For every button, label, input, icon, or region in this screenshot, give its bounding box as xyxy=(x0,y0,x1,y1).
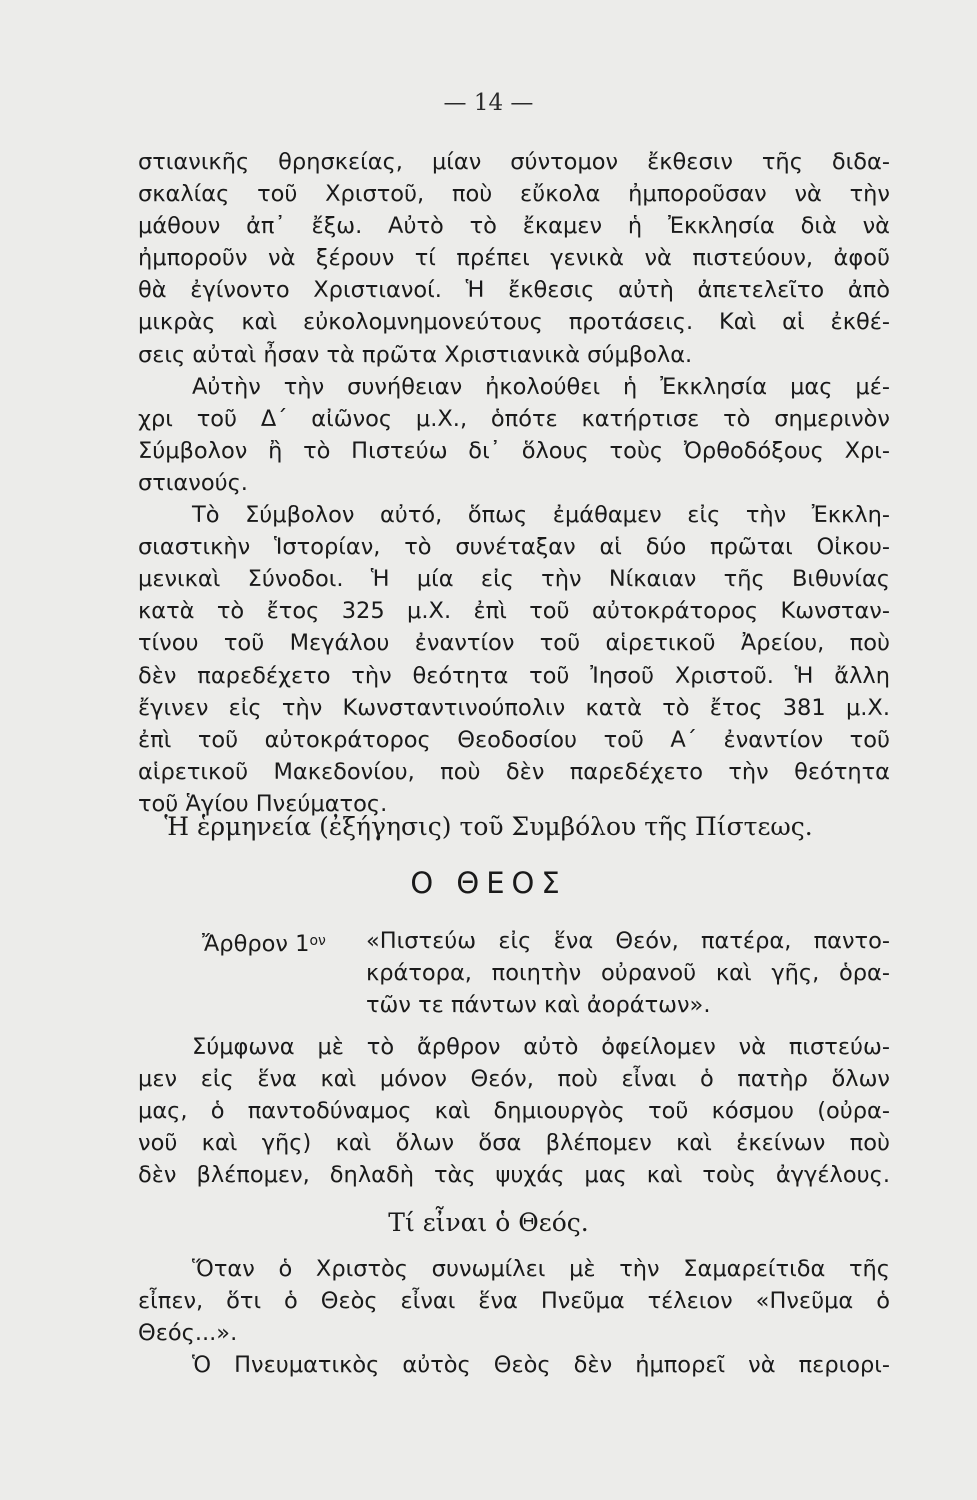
paragraph-explanation xyxy=(138,1031,890,1191)
section-heading: Ἡ ἑρμηνεία (ἐξήγησις) τοῦ Συμβόλου τῆς Πίστεως. xyxy=(164,812,813,841)
text-line: θὰ ἐγίνοντο Χριστιανοί. Ἡ ἔκθεσις αὐτὴ ἀπετελεῖτο ἀπὸ xyxy=(138,277,890,304)
article-label-text: Ἄρθρον 1 xyxy=(202,931,310,957)
article-quote xyxy=(366,925,890,1021)
text-line: τοῦ Ἁγίου Πνεύματος. xyxy=(138,790,388,817)
text-line: στιανικῆς θρησκείας, μίαν σύντομον ἔκθεσιν τῆς διδα- xyxy=(138,149,890,175)
text-line: δὲν βλέπομεν, δηλαδὴ τὰς ψυχάς μας καὶ τοὺς ἀγγέλους. xyxy=(138,1162,890,1189)
text-line: Σύμβολον ἢ τὸ Πιστεύω δι᾿ ὅλους τοὺς Ὀρθοδόξους Χρι- xyxy=(138,437,890,464)
article-label-suffix: ον xyxy=(309,933,326,949)
subheading: Τί εἶναι ὁ Θεός. xyxy=(388,1208,589,1237)
text-line: κατὰ τὸ ἔτος 325 μ.Χ. ἐπὶ τοῦ αὐτοκράτορος Κωνσταν- xyxy=(138,598,890,625)
text-line: μενικαὶ Σύνοδοι. Ἡ μία εἰς τὴν Νίκαιαν τῆς Βιθυνίας xyxy=(138,566,890,593)
text-line: τῶν τε πάντων καὶ ἀοράτων». xyxy=(366,992,711,1019)
text-line: σιαστικὴν Ἱστορίαν, τὸ συνέταξαν αἱ δύο πρῶται Οἰκου- xyxy=(138,534,890,561)
text-line: μας, ὁ παντοδύναμος καὶ δημιουργὸς τοῦ κόσμου (οὐρα- xyxy=(138,1098,890,1125)
text-line: αἱρετικοῦ Μακεδονίου, ποὺ δὲν παρεδέχετο τὴν θεότητα xyxy=(138,758,890,785)
text-line: σεις αὐταὶ ἦσαν τὰ πρῶτα Χριστιανικὰ σύμβολα. xyxy=(138,341,693,368)
text-line: ἐπὶ τοῦ αὐτοκράτορος Θεοδοσίου τοῦ Α΄ ἐναντίον τοῦ xyxy=(138,726,890,753)
page-number: — 14 — xyxy=(443,90,534,116)
text-line: τίνου τοῦ Μεγάλου ἐναντίον τοῦ αἱρετικοῦ Ἀρείου, ποὺ xyxy=(138,630,890,657)
text-line: Αὐτὴν τὴν συνήθειαν ἠκολούθει ἡ Ἐκκλησία μας μέ- xyxy=(192,373,890,400)
text-line: Ὅταν ὁ Χριστὸς συνωμίλει μὲ τὴν Σαμαρείτιδα τῆς xyxy=(192,1256,890,1282)
paragraph-continuation xyxy=(138,146,890,820)
text-line: Θεός...». xyxy=(138,1320,238,1347)
text-line: «Πιστεύω εἰς ἕνα Θεόν, πατέρα, παντο- xyxy=(366,928,890,954)
text-line: χρι τοῦ Δ΄ αἰῶνος μ.Χ., ὁπότε κατήρτισε τὸ σημερινὸν xyxy=(138,405,890,432)
text-line: ἠμποροῦν νὰ ξέρουν τί πρέπει γενικὰ νὰ πιστεύουν, ἀφοῦ xyxy=(138,245,890,272)
text-line: σκαλίας τοῦ Χριστοῦ, ποὺ εὔκολα ἠμποροῦσαν νὰ τὴν xyxy=(138,181,890,208)
text-line: μάθουν ἀπ᾿ ἔξω. Αὐτὸ τὸ ἔκαμεν ἡ Ἐκκλησία διὰ νὰ xyxy=(138,213,890,240)
text-line: κράτορα, ποιητὴν οὐρανοῦ καὶ γῆς, ὁρα- xyxy=(366,960,890,987)
text-line: νοῦ καὶ γῆς) καὶ ὅλων ὅσα βλέπομεν καὶ ἐκείνων ποὺ xyxy=(138,1130,890,1157)
chapter-heading: Ο ΘΕΟΣ xyxy=(410,866,567,900)
text-line: εἶπεν, ὅτι ὁ Θεὸς εἶναι ἕνα Πνεῦμα τέλειον «Πνεῦμα ὁ xyxy=(138,1288,890,1315)
text-line: μεν εἰς ἕνα καὶ μόνον Θεόν, ποὺ εἶναι ὁ πατὴρ ὅλων xyxy=(138,1066,890,1093)
text-line: Τὸ Σύμβολον αὐτό, ὅπως ἐμάθαμεν εἰς τὴν Ἐκκλη- xyxy=(192,502,890,529)
text-line: ἔγινεν εἰς τὴν Κωνσταντινούπολιν κατὰ τὸ ἔτος 381 μ.Χ. xyxy=(138,694,890,721)
article-label xyxy=(202,925,326,957)
text-line: στιανούς. xyxy=(138,469,248,496)
text-line: δὲν παρεδέχετο τὴν θεότητα τοῦ Ἰησοῦ Χριστοῦ. Ἡ ἄλλη xyxy=(138,662,890,689)
text-line: μικρὰς καὶ εὐκολομνημονεύτους προτάσεις. Καὶ αἱ ἐκθέ- xyxy=(138,309,890,336)
text-line: Ὁ Πνευματικὸς αὐτὸς Θεὸς δὲν ἠμπορεῖ νὰ περιορι- xyxy=(192,1352,890,1379)
paragraph-what-is-god xyxy=(138,1253,890,1381)
text-line: Σύμφωνα μὲ τὸ ἄρθρον αὐτὸ ὀφείλομεν νὰ πιστεύω- xyxy=(192,1034,890,1060)
